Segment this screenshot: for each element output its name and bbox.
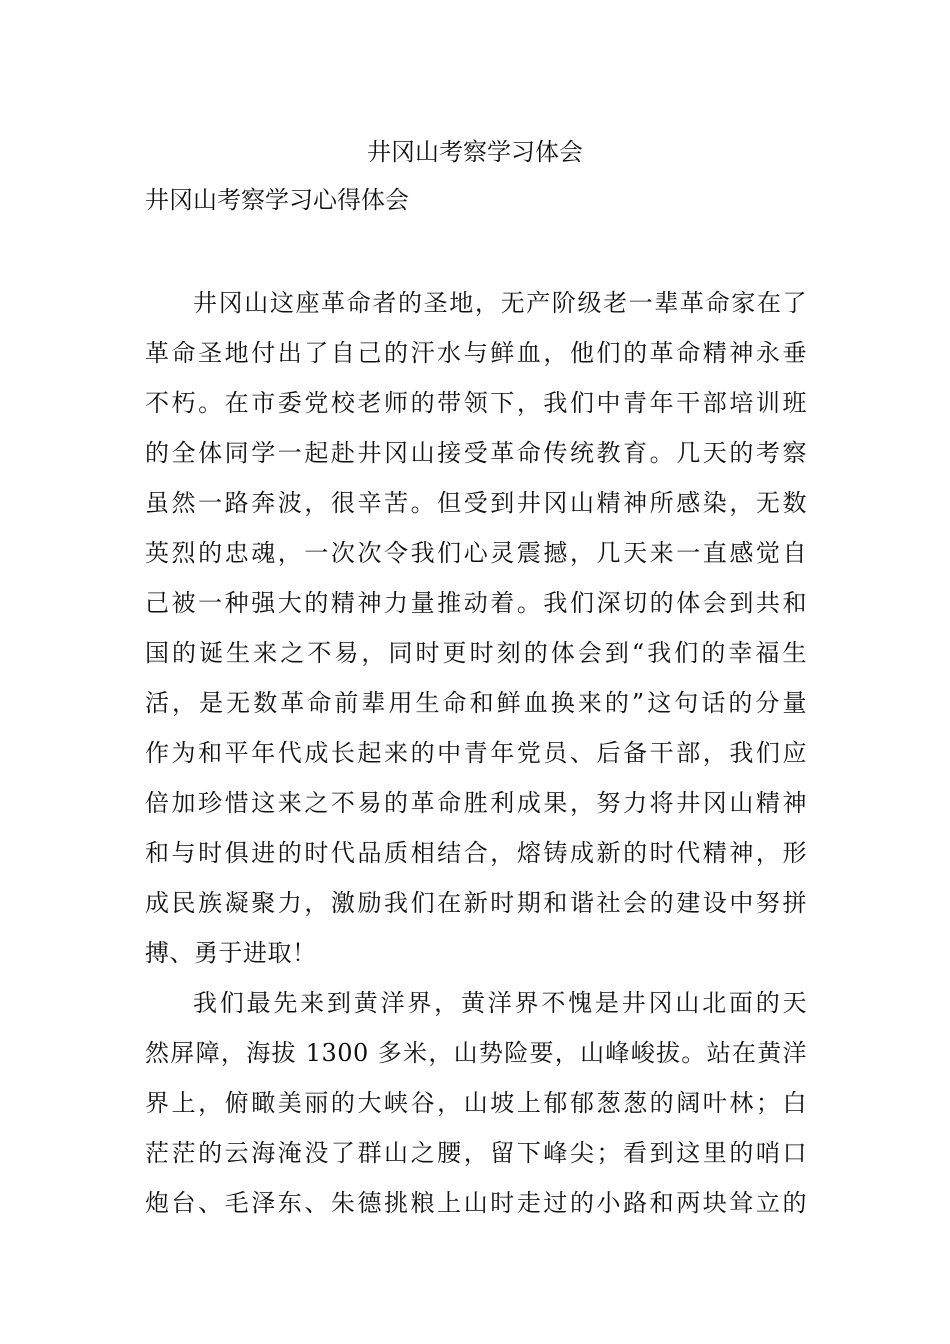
text-line: 我们最先来到黄洋界，黄洋界不愧是井冈山北面的天 bbox=[193, 989, 807, 1017]
document-subtitle: 井冈山考察学习心得体会 bbox=[145, 186, 409, 214]
text-line: 和与时俱进的时代品质相结合，熔铸成新的时代精神，形 bbox=[145, 839, 807, 867]
paragraph bbox=[145, 278, 807, 978]
text-line: 虽然一路奔波，很辛苦。但受到井冈山精神所感染，无数 bbox=[145, 489, 807, 517]
text-line: 搏、勇于进取！ bbox=[145, 939, 317, 967]
text-line: 炮台、毛泽东、朱德挑粮上山时走过的小路和两块耸立的 bbox=[145, 1189, 807, 1217]
text-line: 革命圣地付出了自己的汗水与鲜血，他们的革命精神永垂 bbox=[145, 339, 807, 367]
text-line: 作为和平年代成长起来的中青年党员、后备干部，我们应 bbox=[145, 739, 807, 767]
text-line: 英烈的忠魂，一次次令我们心灵震撼，几天来一直感觉自 bbox=[145, 539, 807, 567]
text-line: 茫茫的云海淹没了群山之腰，留下峰尖；看到这里的哨口 bbox=[145, 1139, 807, 1167]
document-body bbox=[145, 278, 807, 1228]
text-line: 活，是无数革命前辈用生命和鲜血换来的”这句话的分量 bbox=[145, 689, 807, 717]
text-line: 倍加珍惜这来之不易的革命胜利成果，努力将井冈山精神 bbox=[145, 789, 807, 817]
paragraph bbox=[145, 978, 807, 1228]
text-line: 界上，俯瞰美丽的大峡谷，山坡上郁郁葱葱的阔叶林；白 bbox=[145, 1089, 807, 1117]
text-line: 不朽。在市委党校老师的带领下，我们中青年干部培训班 bbox=[145, 389, 807, 417]
text-line: 己被一种强大的精神力量推动着。我们深切的体会到共和 bbox=[145, 589, 807, 617]
text-line: 成民族凝聚力，激励我们在新时期和谐社会的建设中努拼 bbox=[145, 889, 807, 917]
text-line: 国的诞生来之不易，同时更时刻的体会到“我们的幸福生 bbox=[145, 639, 807, 667]
document-title: 井冈山考察学习体会 bbox=[367, 138, 583, 166]
text-line: 的全体同学一起赴井冈山接受革命传统教育。几天的考察 bbox=[145, 439, 807, 467]
text-line: 井冈山这座革命者的圣地，无产阶级老一辈革命家在了 bbox=[193, 289, 807, 317]
text-line: 然屏障，海拔 1300 多米，山势险要，山峰峻拔。站在黄洋 bbox=[145, 1039, 807, 1067]
